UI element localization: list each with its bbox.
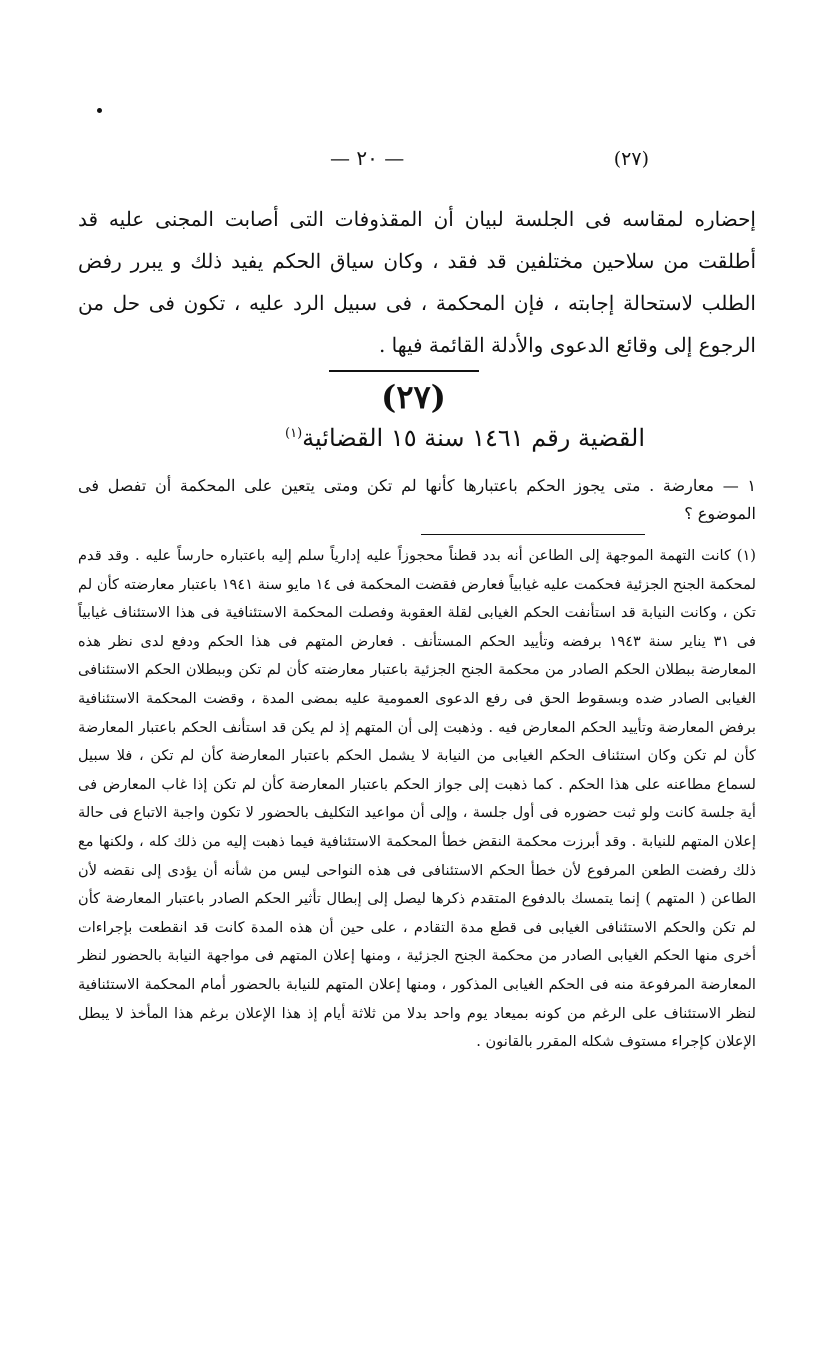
footnote-marker: (١) [285, 426, 303, 441]
case-title-text: القضية رقم ١٤٦١ سنة ١٥ القضائية [302, 424, 645, 452]
stray-ink-dot [97, 108, 102, 113]
running-case-ref: (٢٧) [613, 148, 649, 170]
page-number: — ٢٠ — [330, 146, 405, 170]
case-summary [78, 472, 756, 528]
case-number-heading: (٢٧) [381, 378, 446, 416]
footnote-text: (١) كانت التهمة الموجهة إلى الطاعن أنه بدد قطناً محجوزاً عليه إدارياً سلم إليه باعتباره حارساً عليه . وقد قدم لمحكمة الجنح الجزئية فحكمت عليه غيابياً فعارض فقضت المحكمة فى ١٤ مايو سنة ١٩٤١ باعتبار معارضته كأن لم تكن ، وكانت النيابة قد استأنفت الحكم الغيابى لقلة العقوبة وفصلت المحكمة الاستئنافية فى هذا الاستئناف غيابياً فى ٣١ يناير سنة ١٩٤٣ برفضه وتأييد الحكم المستأنف . فعارض المتهم فى هذا الحكم ودفع لدى نظر هذه المعارضة ببطلان الحكم الصادر من محكمة الجنح الجزئية باعتبار معارضته كأن لم تكن وببطلان الحكم الاستئنافى الغيابى الصادر ضده وبسقوط الحق فى رفع الدعوى العمومية عليه بمضى المدة ، وقضت المحكمة الاستئنافية برفض المعارضة وتأييد الحكم المعارض فيه . وذهبت إلى أن المتهم إذ لم يكن قد استأنف الحكم باعتبار المعارضة كأن لم تكن وكان استئناف الحكم الغيابى من النيابة لا يشمل الحكم باعتبار المعارضة كأن لم تكن ، فلا سبيل لسماع مطاعنه على هذا الحكم . كما ذهبت إلى جواز الحكم باعتبار المعارضة كأن لم تكن إذا غاب المعارض فى أية جلسة كانت ولو ثبت حضوره فى أول جلسة ، وإلى أن مواعيد التكليف بالحضور لا تكون واجبة الاتباع فى حالة إعلان المتهم للنيابة . وقد أبرزت محكمة النقض خطأ المحكمة الاستئنافية فيما ذهبت إليه من ذلك كله ، ولكنها مع ذلك رفضت الطعن المرفوع لأن خطأ الحكم الاستئنافى فى هذه النواحى ليس من شأنه أن يؤدى إلى نقضه لأن الطاعن ( المتهم ) إنما يتمسك بالدفوع المتقدم ذكرها ليصل إلى إبطال تأثير الحكم الصادر باعتبار المعارضة كأن لم تكن والحكم الاستئنافى الغيابى فى قطع مدة التقادم ، على حين أن هذه المدة كانت قد انقطعت بإجراءات أخرى منها الحكم الغيابى الصادر من محكمة الجنح الجزئية ، ومنها إعلان المتهم فى مواجهة النيابة بالحضور لنظر المعارضة المرفوعة منه فى الحكم الغيابى المذكور ، ومنها إعلان المتهم للنيابة بالحضور أمام المحكمة الاستئنافية لنظر الاستئناف على الرغم من كونه بميعاد يوم واحد بدلا من ثلاثة أيام إذ هذا الإعلان برغم هذا المأخذ لا يبطل الإعلان كإجراء مستوف شكله المقرر بالقانون . [78, 547, 757, 1051]
case-title [285, 424, 645, 452]
section-divider [329, 370, 479, 372]
summary-point-1: ١ — معارضة . متى يجوز الحكم باعتبارها كأنها لم تكن ومتى يتعين على المحكمة أن تفصل فى الموضوع ؟ [78, 476, 756, 523]
footnote-block [78, 542, 756, 1057]
continued-paragraph [78, 198, 756, 366]
page-header [0, 142, 827, 176]
footnote-divider [421, 534, 645, 535]
body-paragraph: إحضاره لمقاسه فى الجلسة لبيان أن المقذوفات التى أصابت المجنى عليه قد أطلقت من سلاحين مختلفين قد فقد ، وكان سياق الحكم يفيد ذلك و يبرر رفض الطلب لاستحالة إجابته ، فإن المحكمة ، فى سبيل الرد عليه ، تكون فى حل من الرجوع إلى وقائع الدعوى والأدلة القائمة فيها . [78, 207, 756, 357]
